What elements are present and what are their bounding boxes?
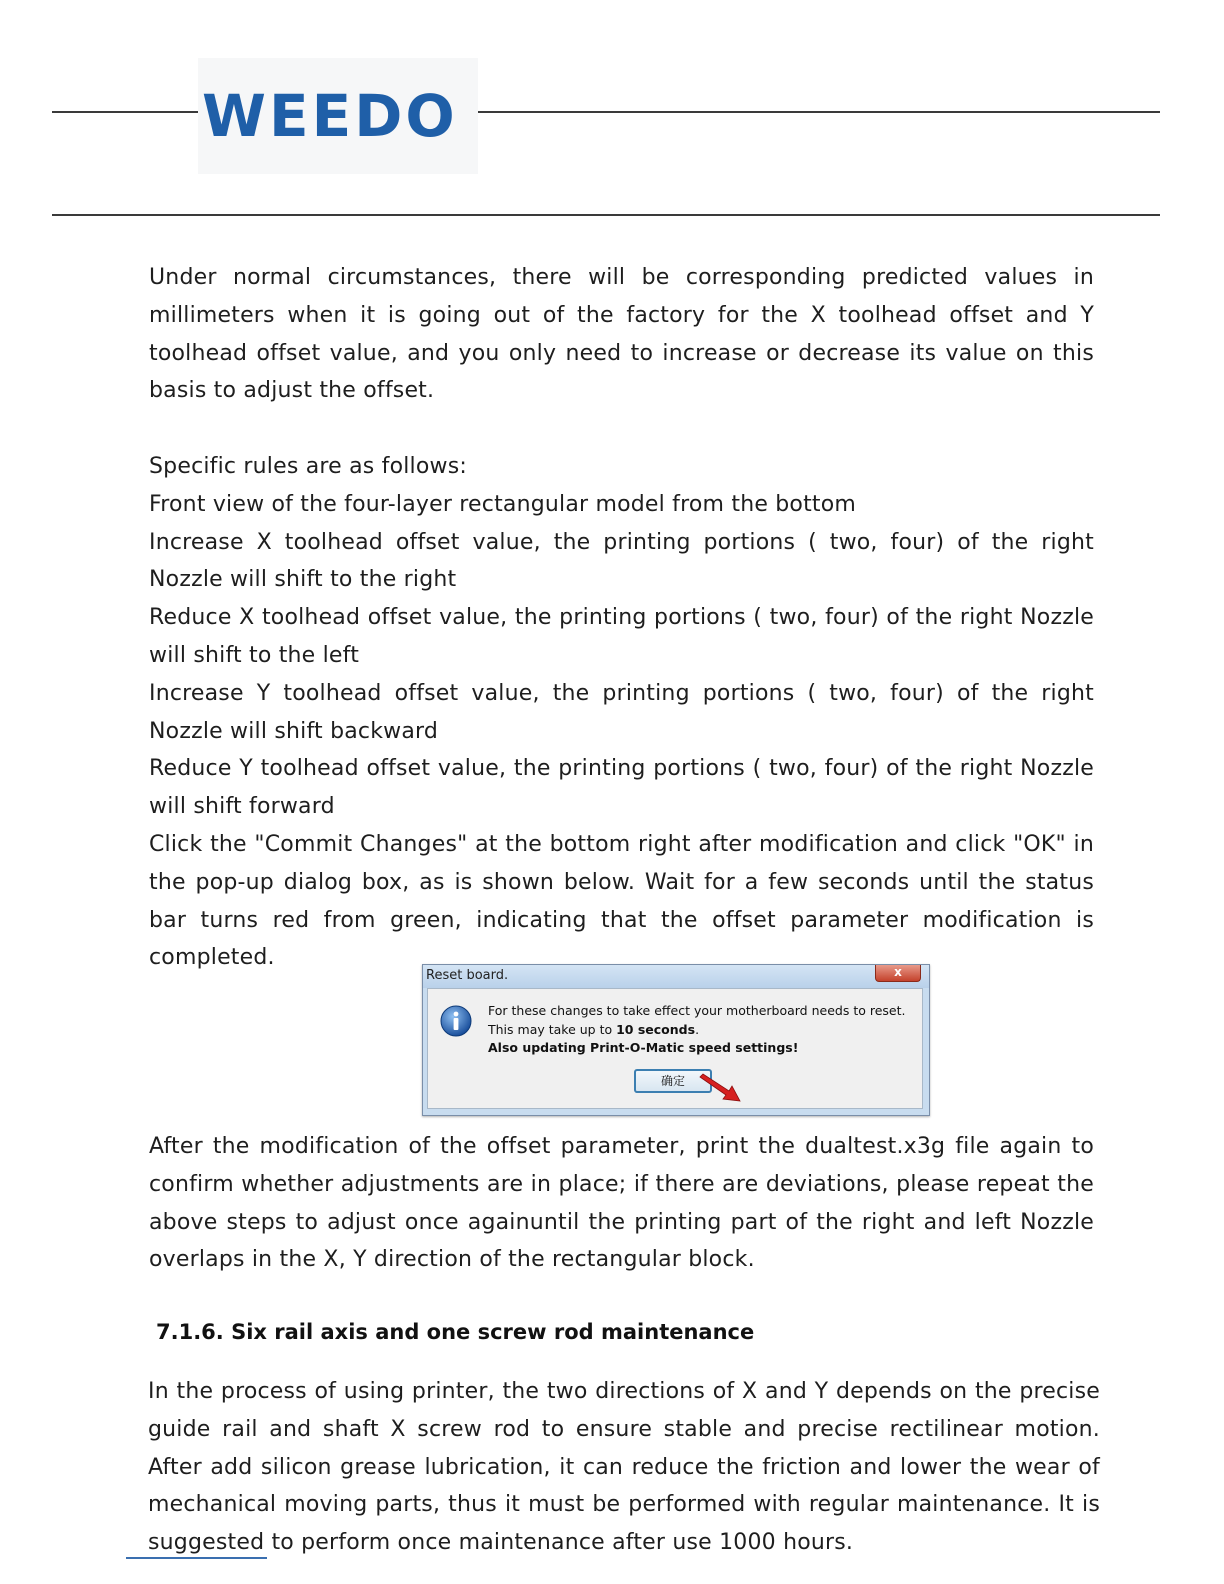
dialog-line-3-text: Also updating Print-O-Matic speed settings! [488, 1040, 799, 1055]
dialog-body [427, 988, 923, 1109]
rule-item: Reduce Y toolhead offset value, the printing portions ( two, four) of the right Nozzle will shift forward [149, 756, 1094, 820]
dialog-line-2-bold: 10 seconds [616, 1021, 696, 1037]
rules-front-view: Front view of the four-layer rectangular model from the bottom [149, 491, 857, 517]
header-rule-left [52, 111, 198, 113]
section-heading: 7.1.6. Six rail axis and one screw rod maintenance [156, 1320, 755, 1344]
rule-item: Increase X toolhead offset value, the printing portions ( two, four) of the right Nozzle will shift to the right [149, 529, 1094, 593]
reset-board-dialog [422, 964, 930, 1116]
after-modification-text: After the modification of the offset parameter, print the dualtest.x3g file again to confirm whether adjustments are in place; if there are deviations, please repeat the above steps to adjust once againuntil the printing part of the right and left Nozzle overlaps in the X, Y direction of the rectangular block. [149, 1134, 1094, 1273]
header-divider [52, 214, 1160, 216]
footer-underline [126, 1557, 267, 1559]
rule-item: Reduce X toolhead offset value, the printing portions ( two, four) of the right Nozzle will shift to the left [149, 605, 1094, 668]
dialog-line-2-suffix: . [695, 1021, 700, 1037]
dialog-line-1: For these changes to take effect your motherboard needs to reset. [488, 1003, 906, 1018]
dialog-line-3 [488, 1039, 905, 1058]
dialog-line-2-prefix: This may take up to [488, 1021, 617, 1037]
dialog-close-button[interactable] [875, 965, 921, 982]
dialog-message [488, 1002, 905, 1058]
dialog-titlebar [423, 965, 929, 988]
weedo-logo [198, 58, 478, 174]
dialog-ok-button[interactable]: 确定 [634, 1069, 712, 1093]
header-rule-right [476, 111, 1160, 113]
rule-item: Increase Y toolhead offset value, the printing portions ( two, four) of the right Nozzle will shift backward [149, 680, 1094, 744]
after-modification-paragraph [149, 1128, 1094, 1279]
rules-block [149, 448, 1094, 977]
intro-paragraph-text: Under normal circumstances, there will be corresponding predicted values in millimeters when it is going out of the factory for the X toolhead offset and Y toolhead offset value, and you only need to increase or decrease its value on this basis to adjust the offset. [149, 265, 1094, 404]
info-icon [440, 1005, 472, 1037]
maintenance-text: In the process of using printer, the two directions of X and Y depends on the precise guide rail and shaft X screw rod to ensure stable and precise rectilinear motion. After add silicon grease lubrication, it can reduce the friction and lower the wear of mechanical moving parts, thus it must be performed with regular maintenance. It is suggested to perform once maintenance after use 1000 hours. [148, 1379, 1100, 1556]
logo-text [202, 82, 458, 150]
commit-instructions: Click the "Commit Changes" at the bottom right after modification and click "OK" in the pop-up dialog box, as is shown below. Wait for a few seconds until the status bar turns red from green, indicating that the offset parameter modification is completed. [149, 831, 1094, 971]
dialog-title: Reset board. [426, 968, 509, 983]
intro-paragraph [149, 259, 1094, 410]
dialog-line-2 [488, 1021, 905, 1040]
rules-intro: Specific rules are as follows: [149, 454, 467, 479]
logo-text-value: WEEDO [202, 82, 458, 150]
close-icon: x [894, 965, 902, 979]
red-arrow-icon [696, 1073, 744, 1103]
maintenance-paragraph [148, 1373, 1100, 1562]
